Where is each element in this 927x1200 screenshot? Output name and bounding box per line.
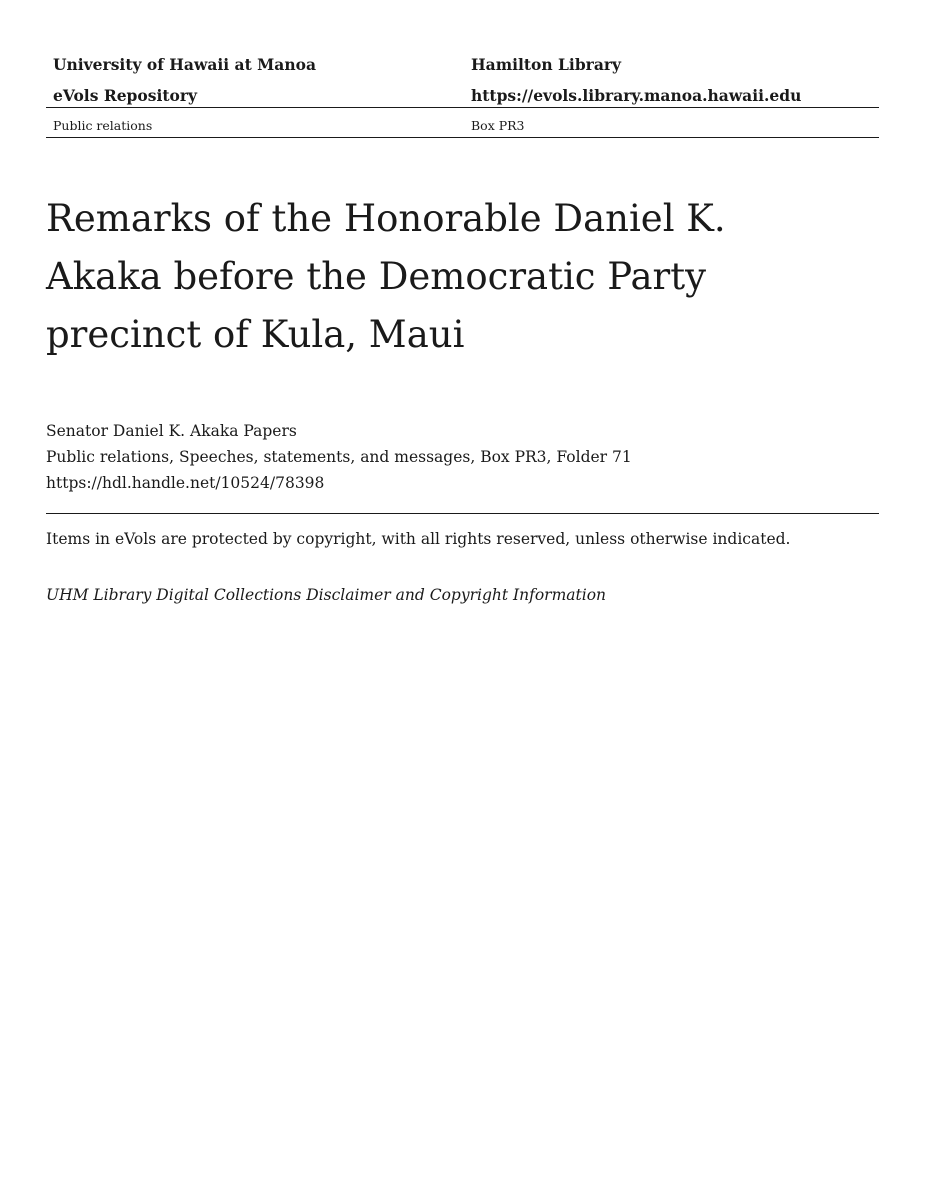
papers-collection: Senator Daniel K. Akaka Papers	[46, 422, 297, 440]
footer-rule	[46, 513, 879, 514]
document-title	[46, 190, 879, 364]
title-line: precinct of Kula, Maui	[46, 313, 465, 356]
box-label: Box PR3	[471, 118, 525, 133]
library-name: Hamilton Library	[471, 55, 622, 74]
title-line: Remarks of the Honorable Daniel K.	[46, 197, 726, 240]
handle-link[interactable]: https://hdl.handle.net/10524/78398	[46, 474, 325, 492]
repository-name: eVols Repository	[53, 86, 198, 105]
header-rule-top	[46, 107, 879, 108]
disclaimer-link[interactable]: UHM Library Digital Collections Disclaimer and Copyright Information	[46, 586, 607, 604]
collection-label: Public relations	[53, 118, 153, 133]
header-rule-bottom	[46, 137, 879, 138]
copyright-notice: Items in eVols are protected by copyright, with all rights reserved, unless otherwise indicated.	[46, 530, 791, 548]
institution-name: University of Hawaii at Manoa	[53, 55, 316, 74]
folder-location: Public relations, Speeches, statements, and messages, Box PR3, Folder 71	[46, 448, 632, 466]
title-line: Akaka before the Democratic Party	[46, 255, 707, 298]
library-url-link[interactable]: https://evols.library.manoa.hawaii.edu	[471, 86, 802, 105]
